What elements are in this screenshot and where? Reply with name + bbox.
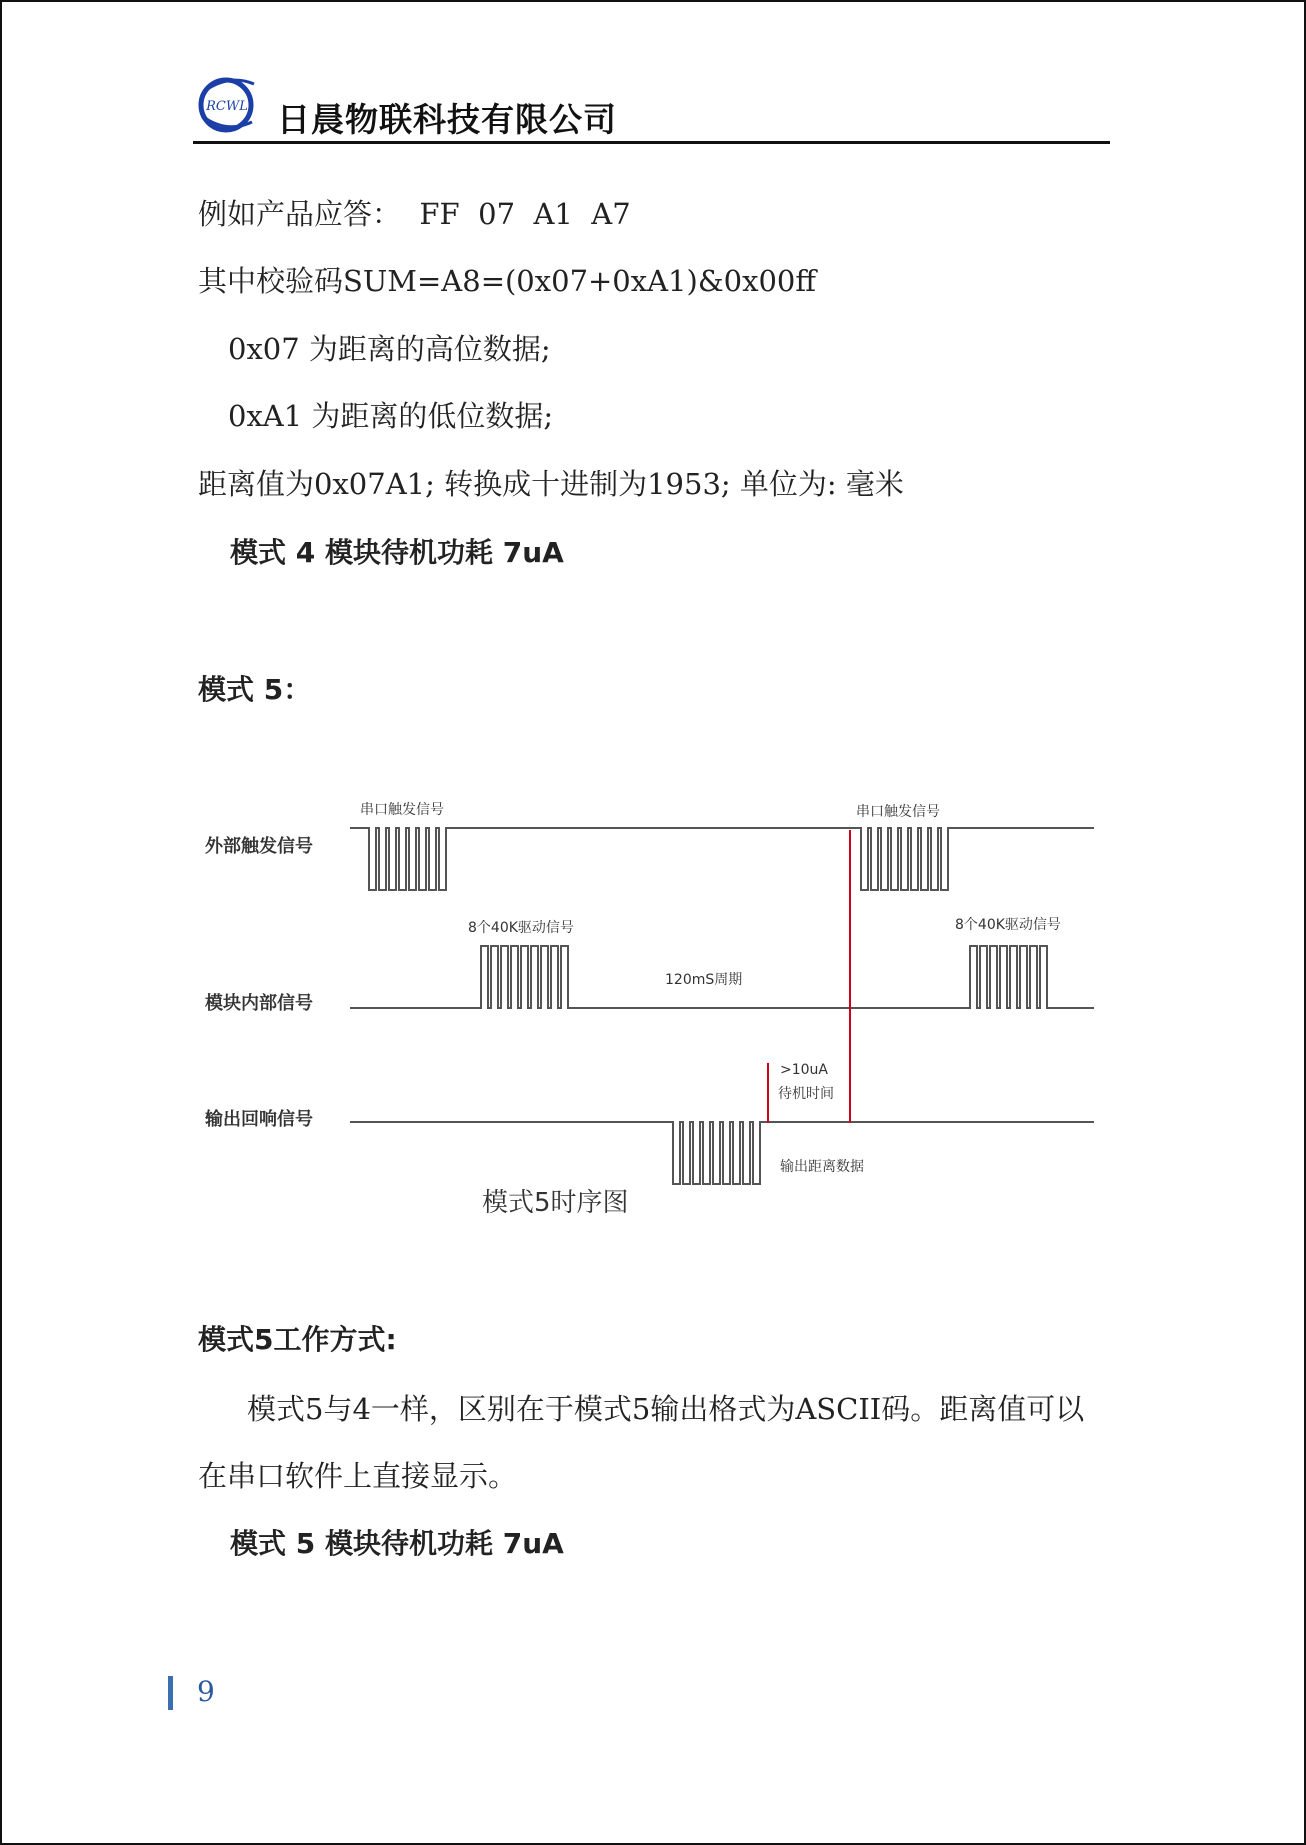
- high-byte-line: 0x07 为距离的高位数据;: [228, 332, 551, 366]
- row-label-output: 输出回响信号: [205, 1109, 313, 1130]
- mode5-paragraph-line1: 模式5与4一样，区别在于模式5输出格式为ASCII码。距离值可以: [247, 1392, 1085, 1426]
- standby-time-label: 待机时间: [778, 1086, 834, 1102]
- period-label: 120mS周期: [665, 972, 743, 988]
- mode5-power: 模式 5 模块待机功耗 7uA: [230, 1527, 564, 1560]
- drive-label-2: 8个40K驱动信号: [955, 917, 1061, 933]
- mode4-power: 模式 4 模块待机功耗 7uA: [230, 536, 564, 569]
- diagram-caption: 模式5时序图: [482, 1188, 629, 1218]
- response-example: 例如产品应答： FF 07 A1 A7: [198, 197, 631, 231]
- output-waveform: [350, 1122, 1094, 1184]
- serial-trigger-label-2: 串口触发信号: [856, 804, 940, 820]
- header-rule: [193, 141, 1110, 144]
- page-header: [193, 70, 1110, 146]
- trigger-waveform: [350, 828, 1094, 890]
- mode5-paragraph-line2: 在串口软件上直接显示。: [198, 1459, 518, 1493]
- page-number: 9: [197, 1675, 215, 1708]
- low-byte-line: 0xA1 为距离的低位数据;: [228, 399, 554, 433]
- checksum-line: 其中校验码SUM=A8=(0x07+0xA1)&0x00ff: [198, 264, 816, 298]
- mode5-heading: 模式 5：: [198, 673, 312, 706]
- footer-bar: [168, 1676, 173, 1710]
- company-name: 日晨物联科技有限公司: [277, 100, 617, 139]
- output-distance-label: 输出距离数据: [780, 1159, 864, 1175]
- standby-current-label: >10uA: [780, 1062, 828, 1078]
- drive-label-1: 8个40K驱动信号: [468, 920, 574, 936]
- timing-diagram: [190, 780, 1110, 1240]
- company-logo: [196, 72, 260, 136]
- distance-value-line: 距离值为0x07A1; 转换成十进制为1953; 单位为: 毫米: [198, 467, 904, 501]
- logo-text: RCWL: [206, 99, 248, 114]
- mode5-work-heading: 模式5工作方式:: [198, 1323, 397, 1356]
- row-label-internal: 模块内部信号: [205, 993, 313, 1014]
- serial-trigger-label-1: 串口触发信号: [360, 802, 444, 818]
- row-label-trigger: 外部触发信号: [205, 836, 313, 857]
